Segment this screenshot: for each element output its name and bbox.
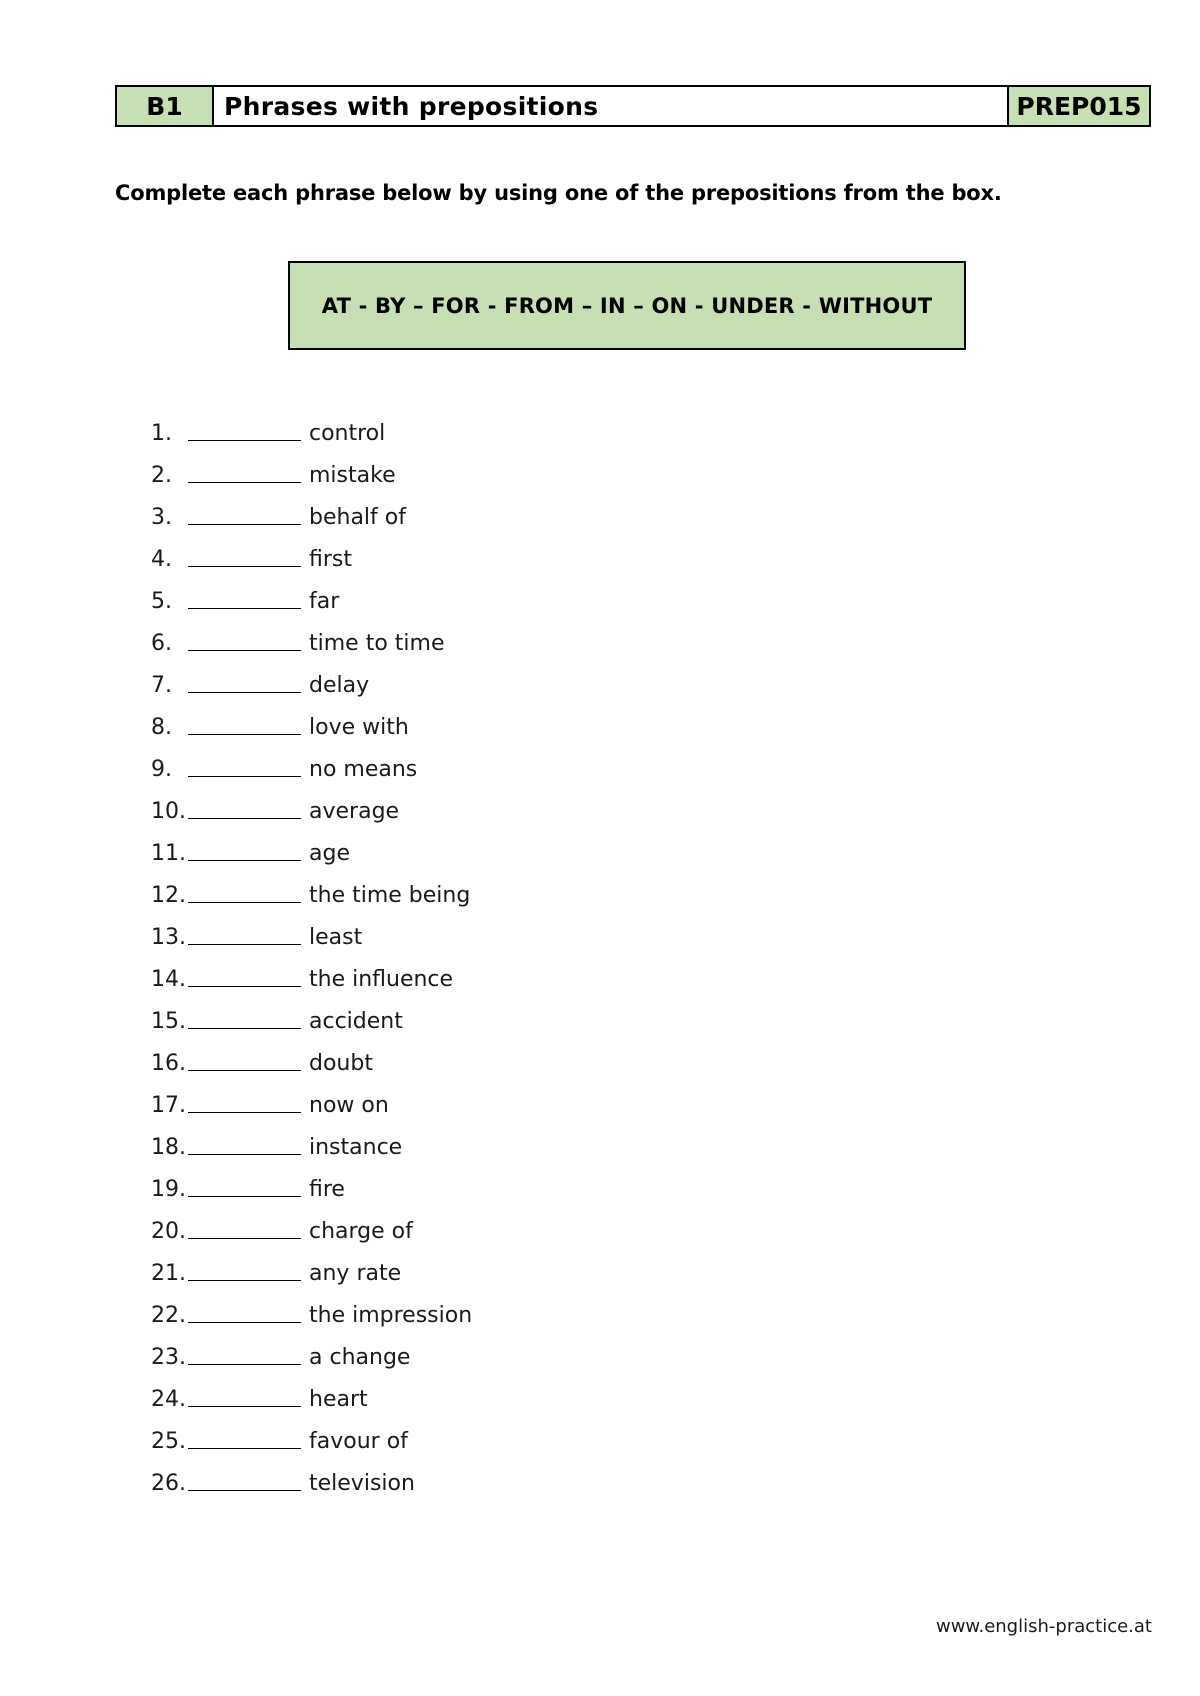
exercise-phrase: love with [309, 714, 409, 740]
answer-blank[interactable] [188, 1469, 301, 1491]
exercise-item [151, 1252, 472, 1294]
exercise-phrase: far [309, 588, 340, 614]
answer-blank[interactable] [188, 1091, 301, 1113]
exercise-item [151, 748, 472, 790]
exercise-item [151, 538, 472, 580]
exercise-number: 3. [151, 504, 172, 530]
exercise-item [151, 916, 472, 958]
exercise-number: 8. [151, 714, 172, 740]
answer-blank[interactable] [188, 965, 301, 987]
exercise-phrase: the influence [309, 966, 454, 992]
answer-blank[interactable] [188, 755, 301, 777]
exercise-number: 7. [151, 672, 172, 698]
exercise-number: 19. [151, 1176, 186, 1202]
exercise-number: 16. [151, 1050, 186, 1076]
answer-blank[interactable] [188, 1301, 301, 1323]
answer-blank[interactable] [188, 839, 301, 861]
exercise-number: 4. [151, 546, 172, 572]
exercise-number: 17. [151, 1092, 186, 1118]
answer-blank[interactable] [188, 587, 301, 609]
exercise-list [151, 412, 472, 1504]
answer-blank[interactable] [188, 1343, 301, 1365]
exercise-item [151, 874, 472, 916]
exercise-phrase: control [309, 420, 386, 446]
exercise-item [151, 412, 472, 454]
answer-blank[interactable] [188, 1049, 301, 1071]
exercise-number: 22. [151, 1302, 186, 1328]
exercise-phrase: television [309, 1470, 415, 1496]
exercise-item [151, 1084, 472, 1126]
exercise-item [151, 454, 472, 496]
exercise-phrase: behalf of [309, 504, 406, 530]
answer-blank[interactable] [188, 797, 301, 819]
answer-blank[interactable] [188, 1217, 301, 1239]
answer-blank[interactable] [188, 1427, 301, 1449]
exercise-item [151, 664, 472, 706]
exercise-item [151, 1000, 472, 1042]
exercise-item [151, 1378, 472, 1420]
exercise-phrase: accident [309, 1008, 403, 1034]
exercise-item [151, 496, 472, 538]
exercise-number: 10. [151, 798, 186, 824]
answer-blank[interactable] [188, 1385, 301, 1407]
exercise-number: 23. [151, 1344, 186, 1370]
exercise-item [151, 1210, 472, 1252]
exercise-number: 26. [151, 1470, 186, 1496]
exercise-phrase: favour of [309, 1428, 408, 1454]
exercise-item [151, 1336, 472, 1378]
exercise-number: 1. [151, 420, 172, 446]
exercise-number: 12. [151, 882, 186, 908]
exercise-item [151, 832, 472, 874]
exercise-phrase: doubt [309, 1050, 373, 1076]
preposition-box: AT - BY – FOR - FROM – IN – ON - UNDER - WITHOUT [288, 261, 966, 350]
exercise-phrase: the time being [309, 882, 471, 908]
exercise-phrase: no means [309, 756, 418, 782]
answer-blank[interactable] [188, 545, 301, 567]
exercise-number: 20. [151, 1218, 186, 1244]
answer-blank[interactable] [188, 1133, 301, 1155]
exercise-phrase: the impression [309, 1302, 473, 1328]
exercise-number: 14. [151, 966, 186, 992]
exercise-phrase: age [309, 840, 350, 866]
exercise-phrase: first [309, 546, 352, 572]
answer-blank[interactable] [188, 461, 301, 483]
exercise-phrase: charge of [309, 1218, 413, 1244]
exercise-phrase: a change [309, 1344, 411, 1370]
exercise-phrase: heart [309, 1386, 368, 1412]
exercise-item [151, 580, 472, 622]
exercise-phrase: average [309, 798, 400, 824]
worksheet-title: Phrases with prepositions [214, 87, 1009, 125]
exercise-number: 21. [151, 1260, 186, 1286]
exercise-phrase: now on [309, 1092, 389, 1118]
exercise-item [151, 958, 472, 1000]
answer-blank[interactable] [188, 671, 301, 693]
level-label: B1 [117, 87, 214, 125]
exercise-phrase: instance [309, 1134, 403, 1160]
exercise-item [151, 706, 472, 748]
exercise-number: 6. [151, 630, 172, 656]
exercise-item [151, 622, 472, 664]
exercise-number: 11. [151, 840, 186, 866]
exercise-item [151, 1168, 472, 1210]
instruction-text: Complete each phrase below by using one of the prepositions from the box. [115, 181, 1002, 205]
exercise-phrase: delay [309, 672, 370, 698]
exercise-number: 25. [151, 1428, 186, 1454]
exercise-phrase: any rate [309, 1260, 402, 1286]
worksheet-code: PREP015 [1009, 87, 1149, 125]
exercise-number: 24. [151, 1386, 186, 1412]
exercise-item [151, 1462, 472, 1504]
answer-blank[interactable] [188, 629, 301, 651]
exercise-item [151, 1420, 472, 1462]
exercise-item [151, 1042, 472, 1084]
exercise-item [151, 1294, 472, 1336]
answer-blank[interactable] [188, 1007, 301, 1029]
exercise-item [151, 1126, 472, 1168]
exercise-number: 18. [151, 1134, 186, 1160]
answer-blank[interactable] [188, 923, 301, 945]
answer-blank[interactable] [188, 1175, 301, 1197]
exercise-item [151, 790, 472, 832]
exercise-number: 13. [151, 924, 186, 950]
worksheet-header [115, 85, 1151, 127]
exercise-phrase: fire [309, 1176, 345, 1202]
exercise-number: 5. [151, 588, 172, 614]
answer-blank[interactable] [188, 713, 301, 735]
website-footer: www.english-practice.at [935, 1616, 1152, 1637]
exercise-phrase: mistake [309, 462, 396, 488]
answer-blank[interactable] [188, 881, 301, 903]
answer-blank[interactable] [188, 503, 301, 525]
exercise-number: 9. [151, 756, 172, 782]
exercise-number: 15. [151, 1008, 186, 1034]
answer-blank[interactable] [188, 419, 301, 441]
answer-blank[interactable] [188, 1259, 301, 1281]
exercise-phrase: least [309, 924, 363, 950]
exercise-number: 2. [151, 462, 172, 488]
exercise-phrase: time to time [309, 630, 445, 656]
